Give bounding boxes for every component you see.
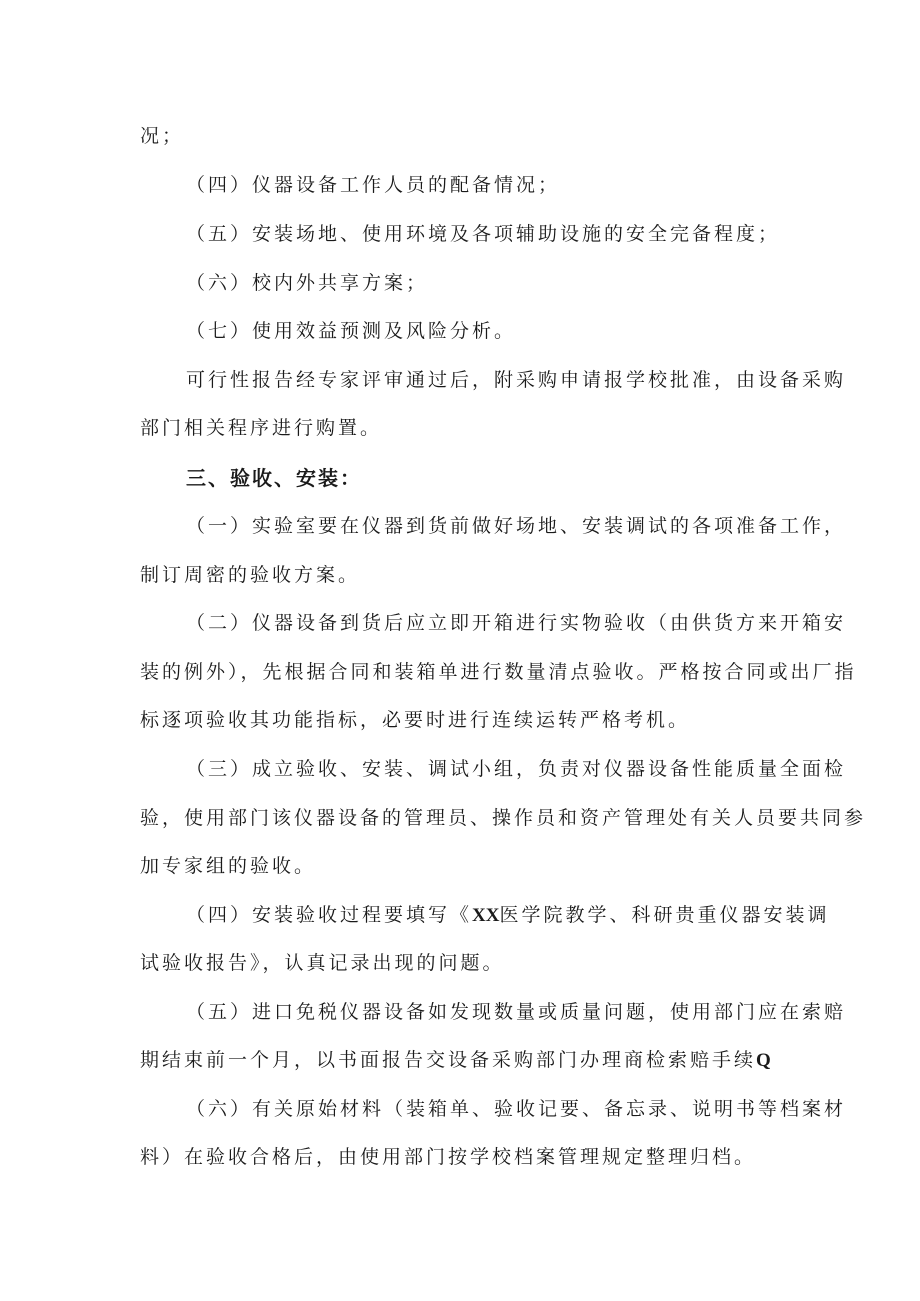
paragraph-text: 期结束前一个月，以书面报告交设备采购部门办理商检索赔手续 <box>140 1049 757 1071</box>
section-heading: 三、验收、安装： <box>186 466 362 490</box>
paragraph-line: （一）实验室要在仪器到货前做好场地、安装调试的各项准备工作， <box>186 515 847 537</box>
paragraph-line: 验，使用部门该仪器设备的管理员、操作员和资产管理处有关人员要共同参 <box>140 807 867 829</box>
paragraph-line: 部门相关程序进行购置。 <box>140 417 383 439</box>
paragraph-line: 料）在验收合格后，由使用部门按学校档案管理规定整理归档。 <box>140 1146 757 1168</box>
list-item-7: （七）使用效益预测及风险分析。 <box>186 320 517 342</box>
paragraph-line: 标逐项验收其功能指标，必要时进行连续运转严格考机。 <box>140 709 691 731</box>
list-item-4: （四）仪器设备工作人员的配备情况； <box>186 174 561 196</box>
paragraph-line: （三）成立验收、安装、调试小组，负责对仪器设备性能质量全面检 <box>186 758 847 780</box>
paragraph-line: 可行性报告经专家评审通过后，附采购申请报学校批准，由设备采购 <box>186 369 847 391</box>
trailing-glyph: Q <box>756 1050 771 1071</box>
paragraph-line: （五）进口免税仪器设备如发现数量或质量问题，使用部门应在索赔 <box>186 1001 847 1023</box>
paragraph-line: 试验收报告》，认真记录出现的问题。 <box>140 952 505 974</box>
institution-abbrev: XX <box>472 905 500 926</box>
paragraph-line: 加专家组的验收。 <box>140 855 317 877</box>
list-item-5: （五）安装场地、使用环境及各项辅助设施的安全完备程度； <box>186 223 781 245</box>
paragraph-line: （二）仪器设备到货后应立即开箱进行实物验收（由供货方来开箱安 <box>186 612 847 634</box>
paragraph-line: （六）有关原始材料（装箱单、验收记要、备忘录、说明书等档案材 <box>186 1098 847 1120</box>
paragraph-line: 制订周密的验收方案。 <box>140 564 361 586</box>
paragraph-line <box>186 903 829 928</box>
paragraph-text: 医学院教学、科研贵重仪器安装调 <box>499 904 830 926</box>
paragraph-line: 况； <box>140 125 185 147</box>
paragraph-line <box>140 1048 771 1073</box>
list-item-6: （六）校内外共享方案； <box>186 272 429 294</box>
paragraph-line: 装的例外），先根据合同和装箱单进行数量清点验收。严格按合同或出厂指 <box>140 661 857 683</box>
paragraph-text: （四）安装验收过程要填写《 <box>186 904 473 926</box>
